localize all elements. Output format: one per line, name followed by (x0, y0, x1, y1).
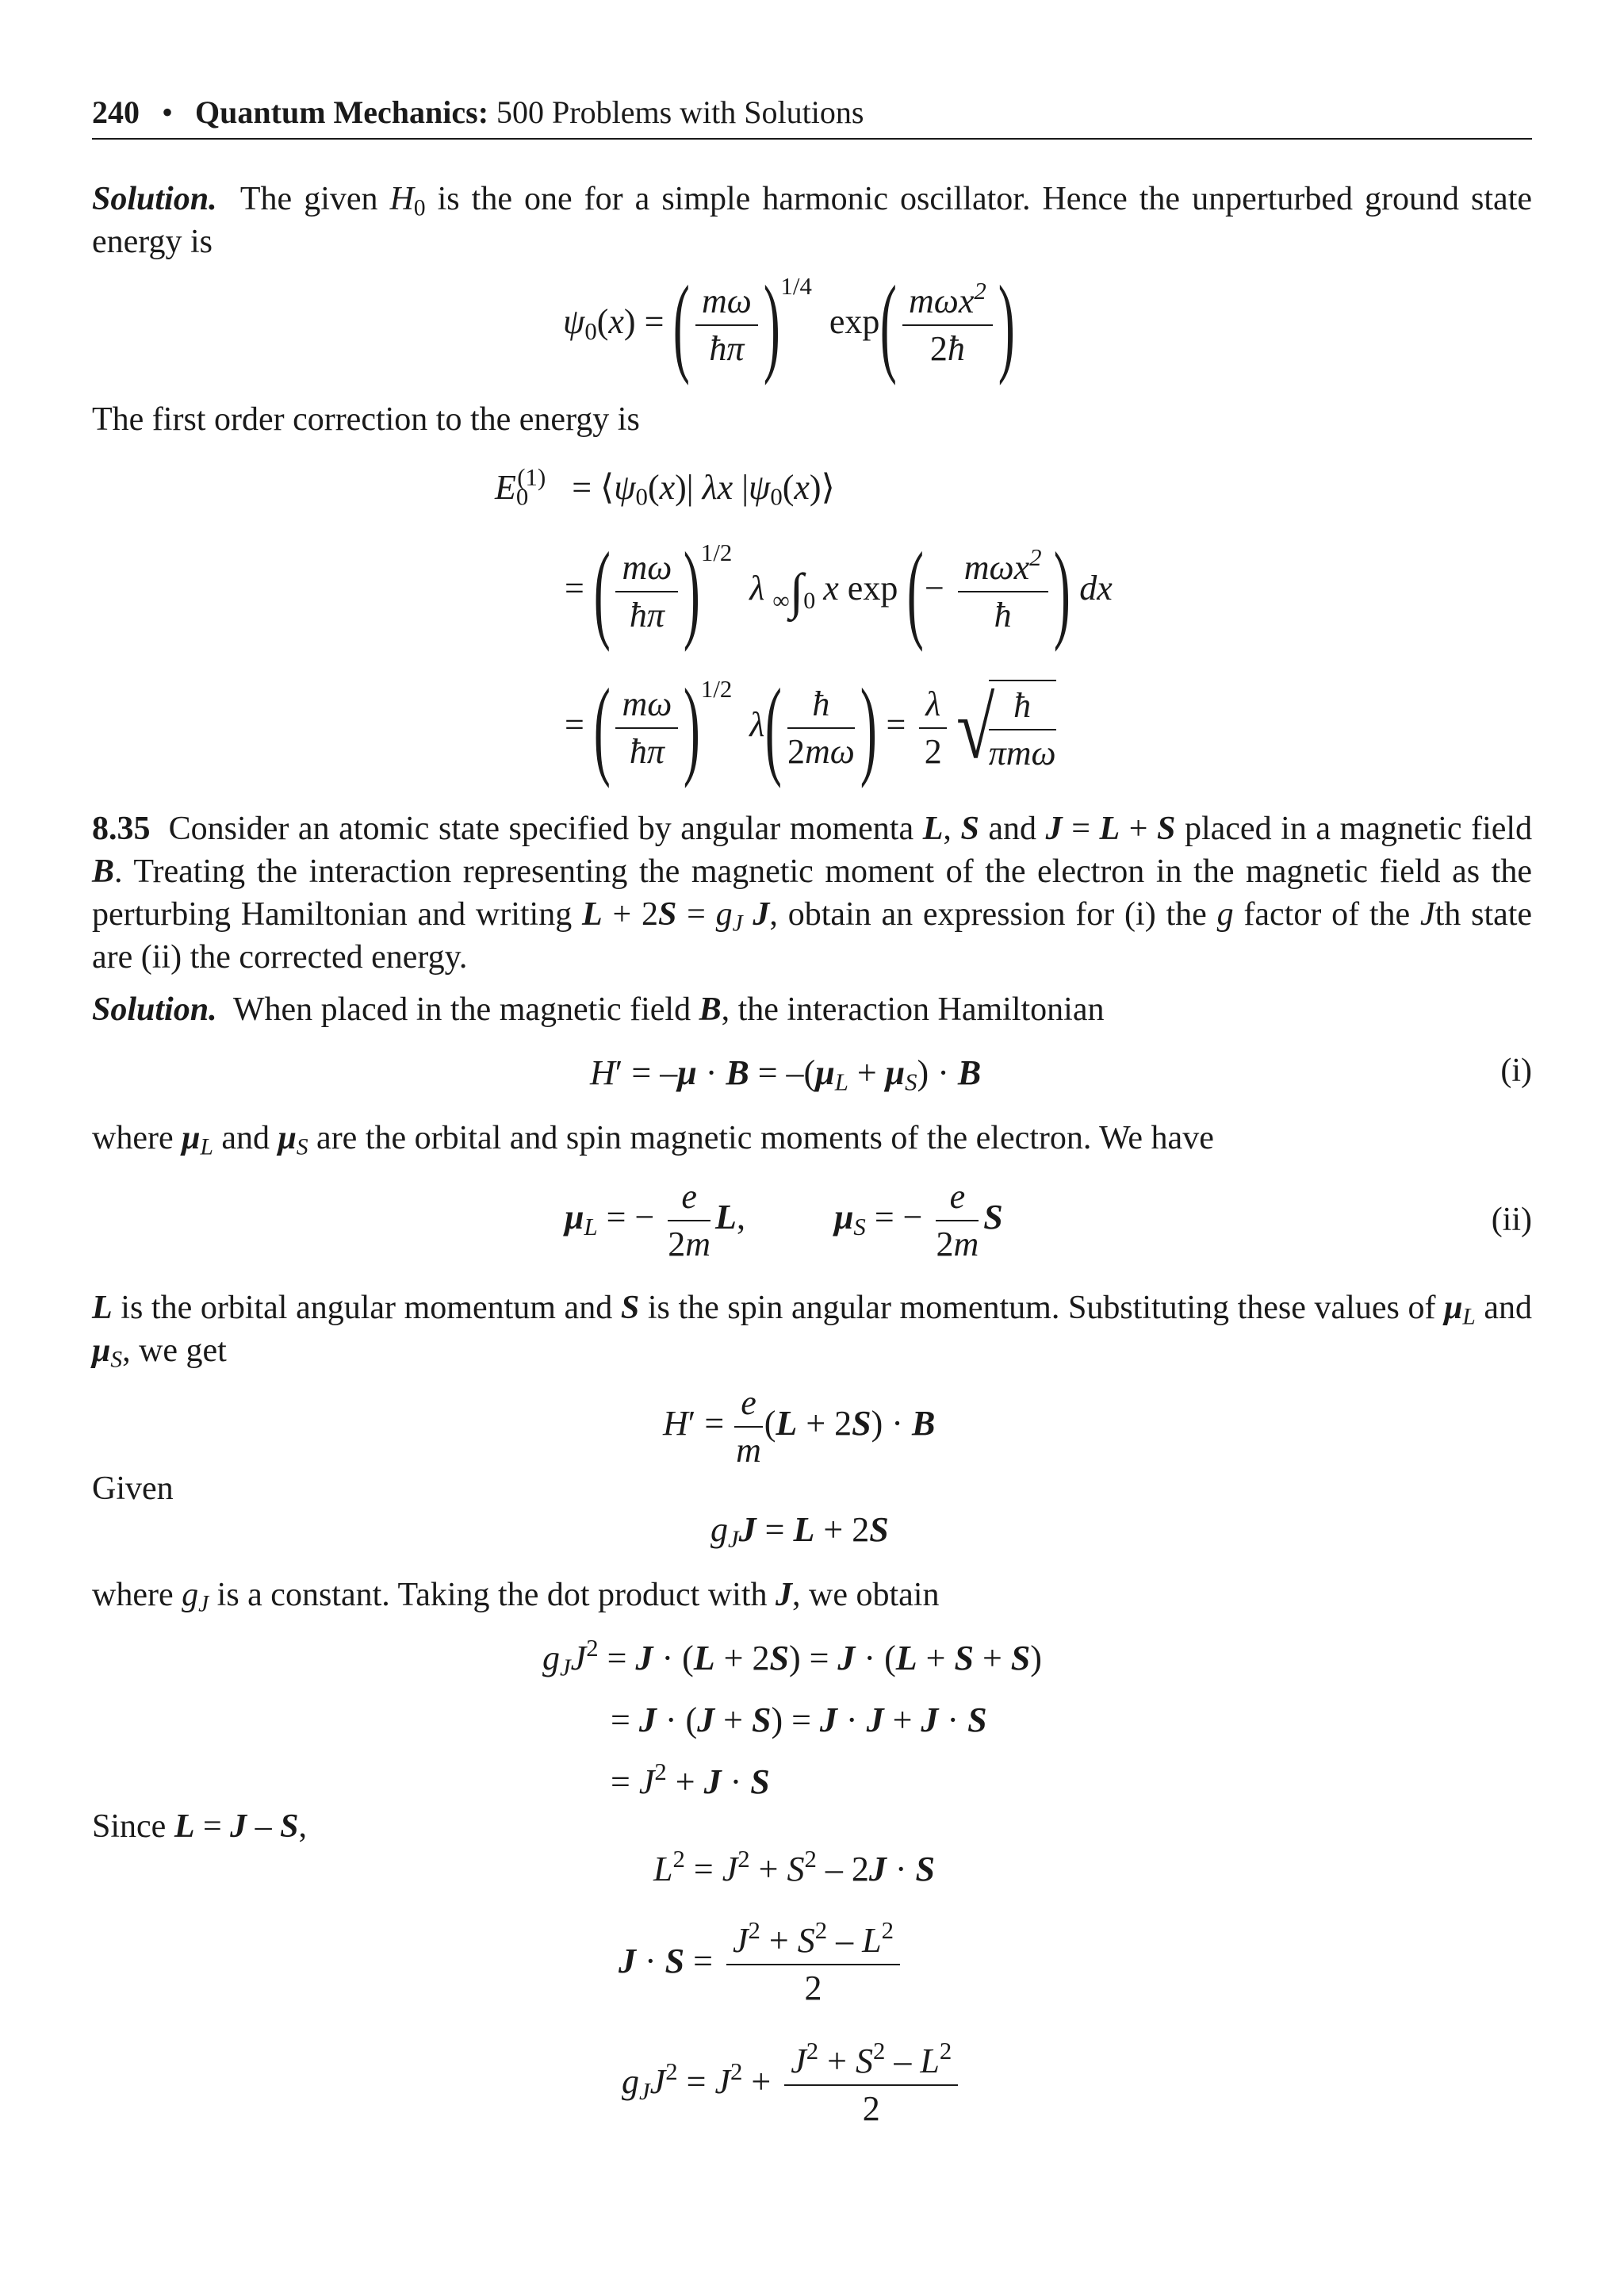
text: is the one for a simple harmonic oscillator. Hence the unperturbed ground state energy is (92, 181, 1533, 260)
equation-e0-line1: $E_0^{(1)}$ = $⟨\psi_0(x)|$ λx $|\psi_0(x)⟩$ (495, 464, 835, 511)
equation-number-i: (i) (1500, 1052, 1532, 1089)
running-header (92, 94, 864, 131)
label-given: Given (92, 1470, 174, 1507)
equation-l-squared: $L^2 = J^2 + S^2 - 2J \cdot S$ (653, 1846, 936, 1888)
header-rule (92, 138, 1532, 140)
text: Since (92, 1808, 167, 1845)
equation-dot-line2: = J · (J + S) = J · J + J · S (611, 1700, 987, 1739)
equation-ground-state: $\psi_0(x)$ = ( $\frac{m\omega}{ħ\pi}$ )$^{1/4}$ exp( $\frac{m\omega x^2}{2ħ}$ ) (563, 263, 1015, 386)
page-number: 240 (92, 94, 140, 130)
text: and (1484, 1290, 1533, 1326)
problem-number: 8.35 (92, 811, 151, 847)
equation-magnetic-moments: $\mu_L$ = − $\frac{e}{2m}$ L, $\mu_S$ = − $\frac{e}{2m}$ S (565, 1174, 1003, 1267)
solution-paragraph-2: Solution. When placed in the magnetic field B, the interaction Hamiltonian (92, 991, 1105, 1028)
text: . Treating the interaction representing the magnetic moment of the electron in the magnetic field as the perturbing Hamiltonian and writing (92, 853, 1532, 933)
text: Consider an atomic state specified by angular momenta (168, 811, 914, 847)
equation-j-dot-s: J · S = $\frac{J^2 + S^2 - L^2}{2}$ (619, 1918, 905, 2011)
text: where (92, 1577, 174, 1613)
equation-e0-line2: = ( $\frac{m\omega}{ħ\pi}$ )$^{1/2}$ λ ∞∫0 x exp (− $\frac{m\omega x^2}{ħ}$ ) dx (565, 530, 1113, 653)
paragraph-since: Since L = J – S, (92, 1808, 308, 1845)
text: placed in a magnetic field (1184, 811, 1533, 847)
text: and (221, 1120, 270, 1156)
paragraph-first-order: The first order correction to the energy is (92, 401, 640, 438)
equation-hamiltonian: $H' = -\mu \cdot B = -(\mu_L + \mu_S) \cdot B$ (590, 1053, 982, 1096)
text: is the orbital angular momentum and (121, 1290, 613, 1326)
equation-dot-line3: = $J^2 + J \cdot S$ (611, 1758, 770, 1801)
text: is a constant. Taking the dot product with (216, 1577, 768, 1613)
text: factor of the (1243, 896, 1411, 933)
equation-gj-j-squared: $g_JJ^2 = J^2$ + $\frac{J^2 + S^2 - L^2}{2}$ (622, 2038, 963, 2132)
equation-h-prime: H′ = $\frac{e}{m}$ (L + 2S) · B (663, 1380, 935, 1474)
text: and (988, 811, 1037, 847)
equation-gj-definition: $g_JJ = L + 2S$ (710, 1510, 889, 1553)
solution-label: Solution. (92, 991, 217, 1028)
equation-e0-line3: = ( $\frac{m\omega}{ħ\pi}$ )$^{1/2}$ λ( $\frac{ħ}{2m\omega}$ ) = $\frac{\lambda}{2}$ √ $\frac{ħ}{\text{πmω}}$ (565, 666, 1056, 789)
text: are the orbital and spin magnetic moments of the electron. We have (316, 1120, 1214, 1156)
book-title: Quantum Mechanics: (195, 94, 489, 130)
text: , the interaction Hamiltonian (721, 991, 1105, 1028)
book-subtitle: 500 Problems with Solutions (496, 94, 864, 130)
text: where (92, 1120, 174, 1156)
paragraph-where-mu: where $\mu_L$ and $\mu_S$ are the orbital and spin magnetic moments of the electron. We have (92, 1120, 1214, 1160)
equation-dot-line1: $g_JJ^2 = J \cdot (L + 2S) = J \cdot (L + S + S)$ (542, 1635, 1042, 1681)
text: When placed in the magnetic field (232, 991, 691, 1028)
header-bullet: • (162, 94, 174, 130)
equation-number-ii: (ii) (1491, 1202, 1532, 1238)
text: The given (239, 181, 378, 217)
paragraph-where-gj: where $g_J$ is a constant. Taking the dot product with J, we obtain (92, 1577, 940, 1617)
text: , we obtain (792, 1577, 940, 1613)
problem-8-35: 8.35 Consider an atomic state specified by angular momenta L, S and J = L + S placed in a magnetic field B. Treating the interaction representing the magnetic moment of the electron in the magnetic field as the perturbing Hamiltonian and writing $L + 2S = g_J$ J, obtain an expression for (i) the g factor of the Jth state are (ii) the corrected energy. (92, 811, 1533, 976)
solution-paragraph-1: Solution. The given $H_0$ is the one for a simple harmonic oscillator. Hence the unperturbed ground state energy is (92, 181, 1533, 260)
solution-label: Solution. (92, 181, 217, 217)
text: , obtain an expression for (i) the (769, 896, 1207, 933)
text: is the spin angular momentum. Substituting these values of (647, 1290, 1436, 1326)
text: , we get (122, 1332, 227, 1369)
text: th state are (ii) the corrected energy. (92, 896, 1533, 976)
paragraph-substitution: L is the orbital angular momentum and S is the spin angular momentum. Substituting these values of $\mu_L$ and $\mu_S$, we get (92, 1290, 1533, 1373)
